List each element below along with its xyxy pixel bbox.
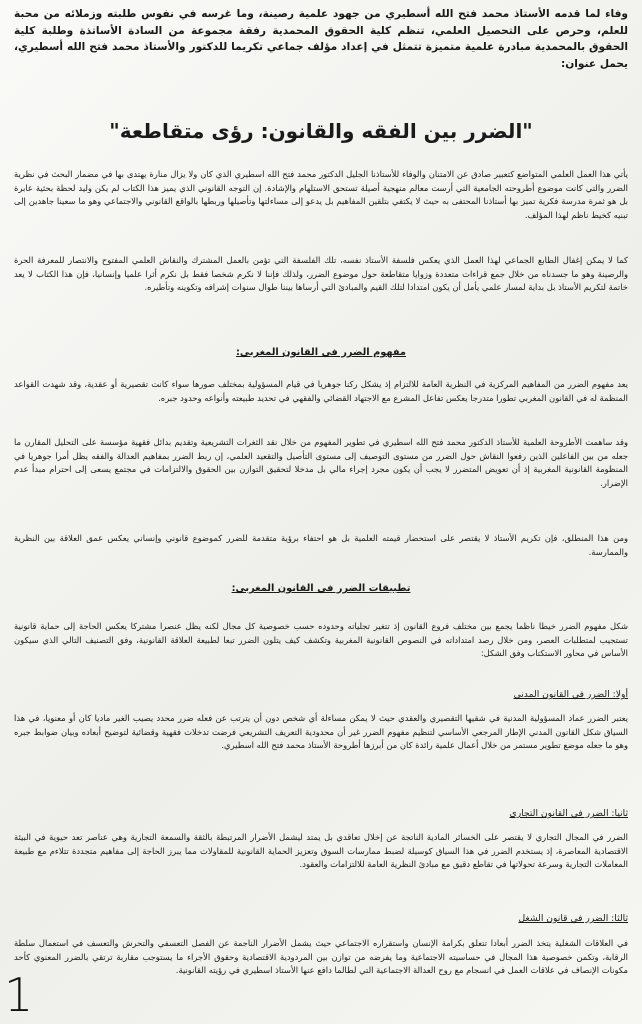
paragraph-honoring: ومن هذا المنطلق، فإن تكريم الأستاذ لا يقتصر على استحضار قيمته العلمية بل هو احتفاء برؤية متقدمة للضرر كموضوع قانوني وإنساني يعكس عمق العلاقة بين النظرية والممارسة.	[14, 533, 628, 557]
subheading-labor-law: ثالثا: الضرر في قانون الشغل	[518, 913, 628, 924]
paragraph-concept: يعد مفهوم الضرر من المفاهيم المركزية في النظرية العامة للالتزام إذ يشكل ركنا جوهريا في قيام المسؤولية بمختلف صورها سواء كانت تقصيرية أو عقدية، وقد شهدت القواعد المنظمة له في القانون المغربي تطورا متدرجا يعكس تفاعل المشرع مع الاجتهاد القضائي والفقهي في تحديد طبيعته وأنواعه وحدود جبره.	[14, 379, 628, 403]
intro-paragraph: وفاء لما قدمه الأستاذ محمد فتح الله أسطيري من جهود علمية رصينة، وما غرسه في نفوس طلبته وزملائه من محبة للعلم، وحرص على التحصيل العلمي، تنظم كلية الحقوق المحمدية رفقة مجموعة من السادة الأساتذة وطلبة كلية الحقوق بالمحمدية مبادرة علمية متميزة تتمثل في إعداد مؤلف جماعي تكريما للدكتور والأستاذ محمد فتح الله أسطيري، يحمل عنوان:	[14, 8, 628, 70]
paragraph-gratitude: يأتي هذا العمل العلمي المتواضع كتعبير صادق عن الامتنان والوفاء للأستاذنا الجليل الدكتور محمد فتح الله اسطيري الذي كان ولا يزال منارة يهتدى بها في مضمار البحث في نظرية الضرر والتي كانت موضوع أطروحته الجامعية التي أرست معالم منهجية أصيلة تستحق الاستلهام والإشادة. إن التوجه القانوني الذي يميز هذا الكتاب لم يكن وليد لحظة بحثية عابرة بل هو ثمرة مدرسة فكرية تميز بها أستاذنا المحتفى به حيث لا يكتفي بتلقين المفاهيم بل يدعو إلى مساءلتها وتأصيلها وربطها بالواقع القانوني والاجتماعي وهو ما سعينا جاهدين إلى تبنيه كخيط ناظم لهذا المؤلف.	[14, 169, 628, 220]
paragraph-labor-law: في العلاقات الشغلية يتخذ الضرر أبعادا تتعلق بكرامة الإنسان واستقراره الاجتماعي حيث يشمل الأضرار الناجمة عن الفصل التعسفي والتحرش والتعسف في استعمال سلطة الرقابة، وتكمن خصوصية هذا المجال في حساسيته الاجتماعية وما يفرضه من توازن بين المردودية الاقتصادية وحقوق الأجراء ما يستوجب مقاربة ترتقي بالضرر المعنوي كأحد مكونات الإنصاف في علاقات العمل في انسجام مع روح العدالة الاجتماعية التي لطالما دافع عنها الأستاذ اسطيري في رؤيته القانونية.	[14, 938, 628, 976]
subheading-commercial-law: ثانيا: الضرر في القانون التجاري	[509, 808, 628, 819]
paragraph-collective-work: كما لا يمكن إغفال الطابع الجماعي لهذا العمل الذي يعكس فلسفة الأستاذ نفسه، تلك الفلسفة التي تؤمن بالعمل المشترك والنقاش العلمي المفتوح والانتصار للمعرفة الحرة والرصينة وهو ما جسدناه من خلال جمع قراءات متعددة وزوايا متقاطعة حول موضوع الضرر، ولذلك فإننا لا نكرم شخصا فقط بل نكرم أثرا علميا وإنسانيا، فإن هذا الكتاب لا يعد خاتمة لتكريم الأستاذ بل بداية لمسار علمي يأمل أن يكون امتدادا لتلك القيم والمبادئ التي أرساها بيننا طوال سنوات إشرافه وتكوينه وتأطيره.	[14, 255, 628, 293]
paragraph-civil-law: يعتبر الضرر عماد المسؤولية المدنية في شقيها التقصيري والعقدي حيث لا يمكن مساءلة أي شخص دون أن يترتب عن فعله ضرر محدد يصيب الغير ماديا كان أو معنويا، في هذا السياق شكل القانون المدني الإطار المرجعي الأساسي لتنظيم مفهوم الضرر غير أن محدودية التعريف التشريعي فرضت تدخلات فقهية وقضائية لتوضيح أبعاده وبيان ضوابط جبره وهو ما جعله موضع تطوير مستمر من خلال أعمال علمية رائدة كان من أبرزها أطروحة الأستاذ محمد فتح الله اسطيري.	[14, 713, 628, 751]
page-number: 1	[4, 968, 34, 1022]
paragraph-applications: شكل مفهوم الضرر خيطا ناظما يجمع بين مختلف فروع القانون إذ تتغير تجلياته وحدوده حسب خصوصية كل مجال لكنه يظل عنصرا مشتركا يعكس الحاجة إلى حماية قانونية تستجيب لمتطلبات العصر، ومن خلال رصد امتداداته في النصوص القانونية المغربية وتكشف كيف يتلون الضرر تبعا لطبيعة العلاقة القانونية، وفق التصنيف التالي الذي سيكون الأساس في محاور الاستكتاب وفق الشكل:	[14, 621, 628, 659]
book-title: "الضرر بين الفقه والقانون: رؤى متقاطعة"	[109, 119, 533, 143]
section-heading-applications: تطبيقات الضرر في القانون المغربي:	[231, 583, 411, 594]
subheading-civil-law: أولا: الضرر في القانون المدني	[513, 689, 628, 700]
paragraph-thesis: وقد ساهمت الأطروحة العلمية للأستاذ الدكتور محمد فتح الله اسطيري في تطوير المفهوم من خلال نقد الثغرات التشريعية وتقديم بدائل فقهية مؤسسة على التحليل المقارن ما جعله من بين الفاعلين الذين رفعوا النقاش حول الضرر من مستوى التوصيف إلى مستوى التأصيل والتقعيد العلمي، إن ربط الضرر بمفاهيم العدالة والفقه يظل أمرا جوهريا في المنظومة القانونية المغربية إذ أن تعويض المتضرر لا يجب أن يكون مجرد إجراء مالي بل مدخلا لتحقيق التوازن بين الحقوق والالتزامات في مجتمع يسعى إلى احترام مبدأ عدم الإضرار.	[14, 437, 628, 488]
paragraph-commercial-law: الضرر في المجال التجاري لا يقتصر على الخسائر المادية الناتجة عن إخلال تعاقدي بل يمتد ليشمل الأضرار المرتبطة بالثقة والسمعة التجارية وهي عناصر تعد حيوية في البيئة الاقتصادية المعاصرة، إذ يستخدم الضرر في هذا السياق كوسيلة لضبط ممارسات السوق وتعزيز الحماية القانونية للمقاولات مما يبرز الحاجة إلى مفاهيم متجددة تتلاءم مع طبيعة المعاملات التجارية وسرعة تحولاتها في تقاطع دقيق مع مبادئ النظرية العامة للالتزامات والعقود.	[14, 832, 628, 870]
section-heading-concept: مفهوم الضرر في القانون المغربي:	[236, 347, 406, 358]
